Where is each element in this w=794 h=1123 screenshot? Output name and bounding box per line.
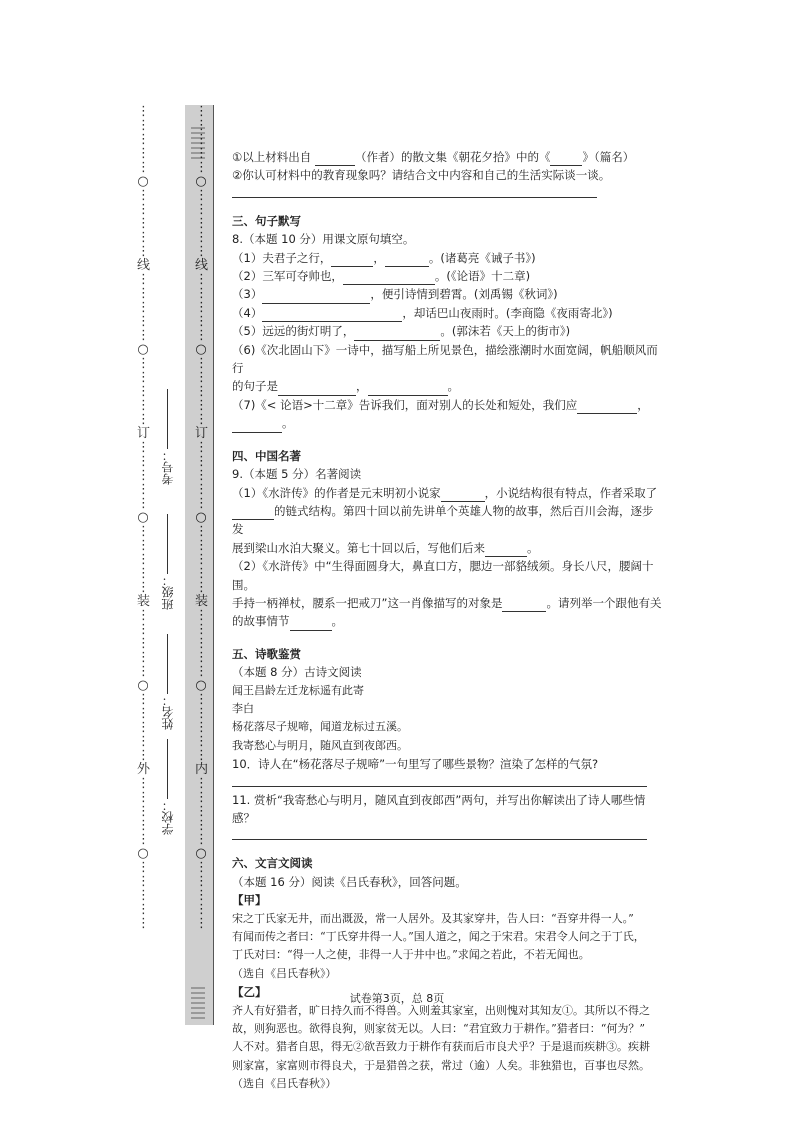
outer-marker-2: 订: [137, 426, 151, 441]
class-label: 班级：: [161, 574, 175, 610]
field-line: [168, 514, 169, 574]
circle-marker: ○: [137, 846, 149, 861]
field-line: [168, 739, 169, 799]
section-3-title: 三、句子默写: [232, 213, 301, 228]
fill-6: （6)《次北固山下》一诗中，描写船上所见景色，描绘涨潮时水面宽阔，帆船顺风而行: [232, 342, 658, 376]
circle-marker: ○: [195, 678, 207, 693]
field-line: [168, 634, 169, 694]
passage-yi-line: 则家富，家富则市得良犬，于是猎兽之获，常过（逾）人矣。非独猎也，百事也尽然。: [232, 1058, 650, 1072]
question-11: 11. 赏析“我寄愁心与明月，随风直到夜郎西”两句，并写出你解读出了诗人哪些情感？: [232, 792, 646, 825]
fill-5: （5）远远的街灯明了， 。(郭沫若《天上的街市》): [232, 322, 662, 340]
passage-jia-line: 宋之丁氏家无井，而出溉汲，常一人居外。及其家穿井，告人曰：“吾穿井得一人。”: [232, 911, 634, 925]
section-5-title: 五、诗歌鉴赏: [232, 646, 301, 661]
fill-4: （4） ，却话巴山夜雨时。(李商隐《夜雨寄北》): [232, 304, 662, 322]
name-label: 姓名：: [161, 694, 175, 730]
circle-marker: ○: [195, 846, 207, 861]
blank[interactable]: [315, 151, 355, 166]
classical-intro: （本题 16 分）阅读《吕氏春秋》，回答问题。: [232, 874, 467, 889]
poem-line-1: 杨花落尽子规啼，闻道龙标过五溪。: [232, 720, 408, 734]
inner-marker-4: 内: [195, 762, 209, 777]
blank[interactable]: [441, 487, 485, 502]
outer-marker-4: 外: [137, 762, 151, 777]
circle-marker: ○: [195, 510, 207, 525]
blank[interactable]: [278, 381, 356, 396]
circle-marker: ○: [137, 678, 149, 693]
answer-line[interactable]: [232, 774, 647, 787]
blank[interactable]: [502, 597, 546, 612]
outer-dot-column: ⋮ ⋮ ⋮ ⋮ ⋮ ○ ⋮ ⋮ ⋮ ⋮ ⋮ 线 ⋮ ⋮ ⋮ ⋮ ⋮ ○ ⋮ ⋮ ⋮ ⋮ ⋮ 订 ⋮ ⋮ ⋮ ⋮ ⋮ ○ ⋮ ⋮ ⋮ ⋮ ⋮ 装 ⋮ ⋮ ⋮ ⋮ ⋮ ○ ⋮ ⋮ ⋮ ⋮ ⋮ 外 ⋮ ⋮ ⋮ ⋮ ⋮ ○ ⋮ ⋮ ⋮ ⋮ ⋮: [137, 104, 151, 931]
fill-1: （1）夫君子之行， ， 。(诸葛亮《诫子书》): [232, 249, 662, 267]
question-8: 8.（本题 10 分）用课文原句填空。: [232, 232, 415, 247]
blank[interactable]: [290, 616, 332, 631]
famous-2-cont: 手持一柄禅杖，腰系一把戒刀”这一肖像描写的对象是 。请列举一个跟他有关: [232, 594, 662, 612]
binding-margin: [135, 105, 215, 1025]
passage-yi-source: （选自《吕氏春秋》）: [232, 1077, 337, 1091]
question-9: 9.（本题 5 分）名著阅读: [232, 467, 362, 482]
passage-jia-line: 丁氏对曰：“得一人之使，非得一人于井中也。”求闻之若此，不若无闻也。: [232, 948, 590, 962]
school-field[interactable]: [159, 725, 179, 835]
answer-line[interactable]: [232, 827, 647, 840]
fill-3: （3） ，便引诗情到碧霄。(刘禹锡《秋词》): [232, 285, 662, 303]
inner-dot-column: ⋮ ⋮ ⋮ ⋮ ⋮ ○ ⋮ ⋮ ⋮ ⋮ ⋮ 线 ⋮ ⋮ ⋮ ⋮ ⋮ ○ ⋮ ⋮ ⋮ ⋮ ⋮ 订 ⋮ ⋮ ⋮ ⋮ ⋮ ○ ⋮ ⋮ ⋮ ⋮ ⋮ 装 ⋮ ⋮ ⋮ ⋮ ⋮ ○ ⋮ ⋮ ⋮ ⋮ ⋮ 内 ⋮ ⋮ ⋮ ⋮ ⋮ ○ ⋮ ⋮ ⋮ ⋮ ⋮: [195, 104, 209, 931]
answer-line[interactable]: [232, 185, 597, 198]
inner-marker-2: 订: [195, 426, 209, 441]
binding-line: [213, 105, 214, 1025]
blank[interactable]: [232, 505, 274, 520]
section-6-title: 六、文言文阅读: [232, 856, 313, 871]
question-a1: ①以上材料出自 （作者）的散文集《朝花夕拾》中的《 》（篇名）: [232, 148, 662, 166]
fill-6-cont: 的句子是 ， 。: [232, 377, 662, 395]
blank[interactable]: [331, 252, 373, 267]
field-line: [168, 389, 169, 449]
passage-jia-line: 有闻而传之者曰：“丁氏穿井得一人。”国人道之，闻之于宋君。宋君令人问之于丁氏，: [232, 930, 645, 944]
famous-1: （1）《水浒传》的作者是元末明初小说家 ，小说结构很有特点，作者采取了: [232, 484, 662, 502]
page-footer: 试卷第3页，总 8页: [349, 992, 445, 1005]
famous-2-cont2: 的故事情节 。: [232, 612, 662, 630]
passage-yi-line: 齐人有好猎者，旷日持久而不得兽。入则羞其家室，出则愧对其知友①。其所以不得之: [232, 1003, 650, 1017]
poem-author: 李白: [232, 701, 254, 715]
school-label: 学校：: [161, 799, 175, 835]
poem-line-2: 我寄愁心与明月，随风直到夜郎西。: [232, 738, 408, 752]
class-field[interactable]: [159, 500, 179, 610]
blank[interactable]: [368, 381, 448, 396]
question-a2: ②你认可材料中的教育现象吗？请结合文中内容和自己的生活实际谈一谈。: [232, 168, 611, 183]
exam-content: [232, 148, 662, 1094]
blank[interactable]: [262, 307, 402, 322]
blank[interactable]: [577, 399, 637, 414]
poem-intro: （本题 8 分）古诗文阅读: [232, 665, 362, 680]
famous-2: （2）《水浒传》中“生得面圆身大，鼻直口方，腮边一部貉绒须。身长八尺，腰阔十围。: [232, 559, 654, 592]
circle-marker: ○: [195, 174, 207, 189]
blank[interactable]: [343, 270, 435, 285]
circle-marker: ○: [137, 510, 149, 525]
inner-marker-3: 装: [195, 594, 209, 609]
outer-marker-1: 线: [137, 258, 151, 273]
famous-1-cont2: 展到梁山水泊大聚义。第七十回以后，写他们后来 。: [232, 539, 662, 557]
exam-number-field[interactable]: [159, 375, 179, 485]
passage-jia-source: （选自《吕氏春秋》）: [232, 966, 337, 980]
section-4-title: 四、中国名著: [232, 448, 301, 463]
famous-1-cont: 的链式结构。第四十回以前先讲单个英雄人物的故事，然后百川会海，逐步发: [232, 503, 654, 537]
fill-7: （7)《< 论语>十二章》告诉我们，面对别人的长处和短处，我们应 ，。: [232, 396, 662, 433]
blank[interactable]: [262, 289, 370, 304]
passage-yi-label: 【乙】: [232, 985, 267, 1000]
inner-marker-1: 线: [195, 258, 209, 273]
poem-title: 闻王昌龄左迁龙标遥有此寄: [232, 683, 364, 697]
circle-marker: ○: [137, 342, 149, 357]
question-10: 10．诗人在“杨花落尽子规啼”一句里写了哪些景物？渲染了怎样的气氛?: [232, 757, 599, 772]
circle-marker: ○: [195, 342, 207, 357]
fill-2: （2）三军可夺帅也， 。(《论语》十二章): [232, 267, 662, 285]
passage-yi-line: 故，则狗恶也。欲得良狗，则家贫无以。人曰：“君宜致力于耕作。”猎者曰：“何为？”: [232, 1022, 645, 1036]
blank[interactable]: [485, 542, 527, 557]
blank[interactable]: [550, 151, 582, 166]
blank[interactable]: [354, 326, 440, 341]
blank[interactable]: [232, 418, 282, 433]
passage-jia-label: 【甲】: [232, 893, 267, 908]
name-field[interactable]: [159, 620, 179, 730]
passage-yi-line: 人不对。猎者自思，得无②欲吾致力于耕作有获而后市良犬乎？于是退而疾耕③。疾耕: [232, 1040, 650, 1054]
exam-number-label: 考号：: [161, 449, 175, 485]
outer-marker-3: 装: [137, 594, 151, 609]
circle-marker: ○: [137, 174, 149, 189]
blank[interactable]: [385, 252, 429, 267]
